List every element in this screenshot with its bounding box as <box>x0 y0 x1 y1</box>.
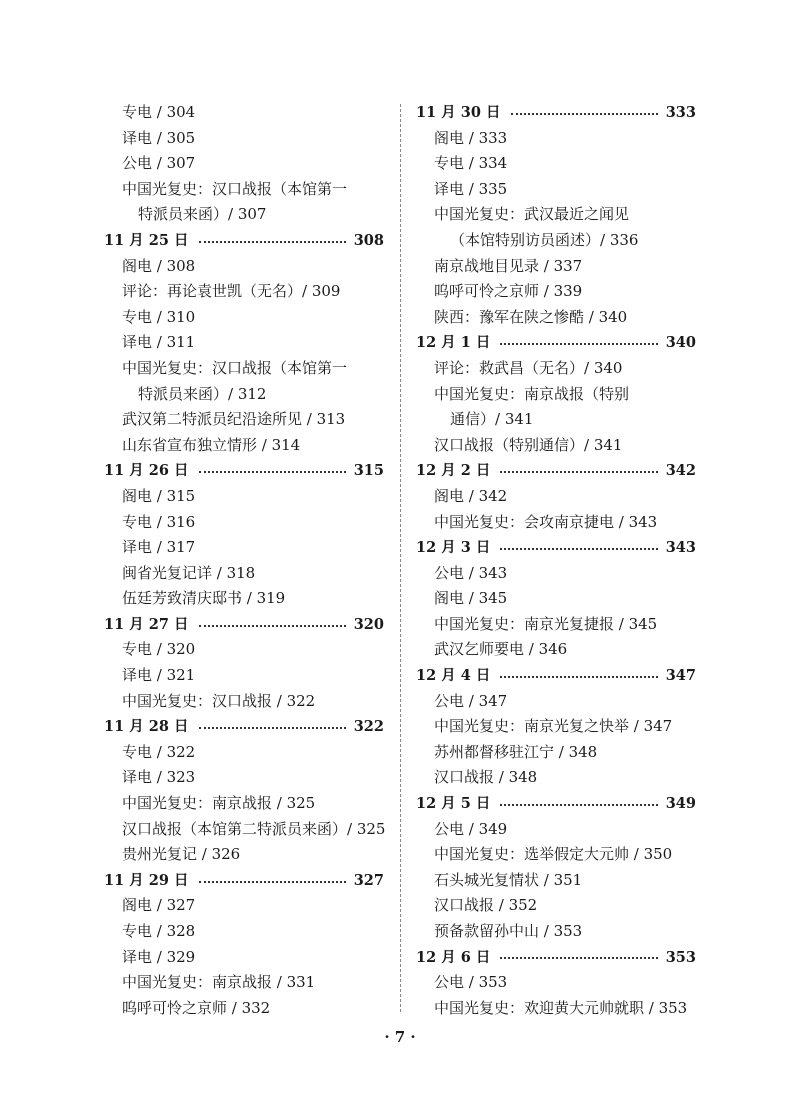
dot-leader <box>500 343 657 345</box>
toc-entry-continuation: 特派员来函）/ 312 <box>138 384 267 403</box>
heading-page-number: 322 <box>353 718 384 736</box>
dot-leader <box>500 804 657 806</box>
toc-entry: 公电 / 347 <box>434 691 508 710</box>
toc-entry: 闽省光复记详 / 318 <box>122 563 256 582</box>
toc-entry: 汉口战报（本馆第二特派员来函）/ 325 <box>122 819 386 838</box>
toc-entry: 阁电 / 327 <box>122 896 196 915</box>
toc-entry: 专电 / 328 <box>122 922 196 940</box>
dot-leader <box>199 241 346 243</box>
toc-entry: 武汉第二特派员纪沿途所见 / 313 <box>122 410 346 429</box>
toc-date-heading <box>416 330 696 356</box>
heading-date: 12 月 3 日 <box>416 539 491 557</box>
toc-date-heading <box>416 458 696 484</box>
toc-entry: 武汉乞师要电 / 346 <box>434 640 568 659</box>
toc-entry: 汉口战报（特别通信）/ 341 <box>434 435 623 454</box>
heading-date: 11 月 30 日 <box>416 104 501 121</box>
heading-page-number: 349 <box>665 795 696 813</box>
toc-entry: 阁电 / 315 <box>122 486 196 505</box>
toc-entry: 中国光复史：南京战报 / 325 <box>122 794 316 813</box>
toc-entry: 专电 / 322 <box>122 742 196 761</box>
heading-date: 12 月 4 日 <box>416 667 491 685</box>
toc-entry: 中国光复史：武汉最近之闻见 <box>434 205 630 224</box>
heading-date: 12 月 5 日 <box>416 795 491 813</box>
heading-date: 12 月 6 日 <box>416 948 491 966</box>
toc-entry: 中国光复史：会攻南京捷电 / 343 <box>434 512 658 531</box>
toc-entry: 译电 / 311 <box>122 333 196 352</box>
toc-entry: 译电 / 335 <box>434 179 508 198</box>
toc-entry: 阁电 / 345 <box>434 589 508 608</box>
toc-entry: 译电 / 329 <box>122 947 196 966</box>
toc-date-heading <box>104 228 384 254</box>
toc-entry: 石头城光复情状 / 351 <box>434 870 583 889</box>
toc-entry: 评论：再论袁世凯（无名）/ 309 <box>122 282 341 301</box>
dot-leader <box>199 727 346 729</box>
heading-date: 11 月 25 日 <box>104 231 189 249</box>
dot-leader <box>500 548 657 550</box>
heading-page-number: 315 <box>353 462 384 480</box>
dot-leader <box>199 625 346 627</box>
toc-entry: 专电 / 316 <box>122 512 196 531</box>
toc-entry: 公电 / 349 <box>434 819 508 838</box>
toc-date-heading <box>104 458 384 484</box>
heading-date: 12 月 2 日 <box>416 462 491 480</box>
column-divider <box>400 104 401 1012</box>
heading-date: 11 月 29 日 <box>104 871 189 889</box>
toc-right-column <box>416 100 696 1021</box>
toc-entry: 中国光复史：欢迎黄大元帅就职 / 353 <box>434 998 688 1017</box>
toc-entry: 中国光复史：南京光复捷报 / 345 <box>434 614 658 633</box>
heading-page-number: 327 <box>353 871 384 889</box>
toc-date-heading <box>104 612 384 638</box>
toc-entry: 中国光复史：南京光复之快举 / 347 <box>434 717 673 736</box>
heading-page-number: 347 <box>665 667 696 685</box>
toc-entry: 阁电 / 342 <box>434 486 508 505</box>
toc-entry: 公电 / 353 <box>434 973 508 992</box>
toc-entry: 中国光复史：选举假定大元帅 / 350 <box>434 845 673 864</box>
toc-entry: 陕西：豫军在陕之惨酷 / 340 <box>434 307 628 326</box>
heading-date: 12 月 1 日 <box>416 334 491 352</box>
toc-entry: 汉口战报 / 352 <box>434 896 538 915</box>
toc-entry: 专电 / 334 <box>434 154 508 173</box>
toc-entry: 译电 / 305 <box>122 128 196 147</box>
heading-page-number: 343 <box>665 539 696 557</box>
page-number: · 7 · <box>384 1028 416 1046</box>
toc-entry: 苏州都督移驻江宁 / 348 <box>434 742 598 761</box>
toc-entry: 中国光复史：南京战报 / 331 <box>122 973 316 992</box>
toc-entry: 阁电 / 308 <box>122 256 196 275</box>
toc-entry: 译电 / 317 <box>122 538 196 557</box>
toc-entry: 预备款留孙中山 / 353 <box>434 922 583 940</box>
toc-entry: 伍廷芳致清庆邸书 / 319 <box>122 589 286 608</box>
toc-date-heading <box>416 945 696 971</box>
toc-entry-continuation: 通信）/ 341 <box>450 410 534 429</box>
dot-leader <box>500 471 657 473</box>
toc-date-heading <box>104 868 384 894</box>
toc-entry: 阁电 / 333 <box>434 128 508 147</box>
toc-entry: 公电 / 343 <box>434 563 508 582</box>
toc-date-heading <box>416 663 696 689</box>
heading-page-number: 320 <box>353 615 384 633</box>
dot-leader <box>500 676 657 678</box>
toc-entry: 中国光复史：汉口战报 / 322 <box>122 691 316 710</box>
heading-date: 11 月 27 日 <box>104 615 189 633</box>
heading-page-number: 308 <box>353 231 384 249</box>
heading-date: 11 月 28 日 <box>104 718 189 736</box>
toc-entry: 南京战地目见录 / 337 <box>434 256 583 275</box>
toc-date-heading <box>104 714 384 740</box>
toc-entry: 中国光复史：汉口战报（本馆第一 <box>122 358 348 377</box>
toc-entry: 公电 / 307 <box>122 154 196 173</box>
dot-leader <box>199 471 346 473</box>
dot-leader <box>199 881 346 883</box>
toc-entry: 山东省宣布独立情形 / 314 <box>122 435 301 454</box>
toc-entry-continuation: 特派员来函）/ 307 <box>138 205 267 224</box>
heading-page-number: 333 <box>665 104 696 121</box>
toc-entry: 呜呼可怜之京师 / 332 <box>122 998 271 1017</box>
toc-left-column <box>104 100 384 1021</box>
toc-date-heading <box>416 535 696 561</box>
heading-date: 11 月 26 日 <box>104 462 189 480</box>
heading-page-number: 353 <box>665 948 696 966</box>
toc-date-heading <box>416 100 696 126</box>
toc-entry: 专电 / 310 <box>122 307 196 326</box>
toc-entry: 专电 / 320 <box>122 640 196 659</box>
dot-leader <box>511 113 658 115</box>
toc-entry: 呜呼可怜之京师 / 339 <box>434 282 583 301</box>
toc-entry-continuation: （本馆特别访员函述）/ 336 <box>450 230 639 249</box>
toc-entry: 译电 / 323 <box>122 768 196 787</box>
toc-entry: 中国光复史：南京战报（特别 <box>434 384 630 403</box>
heading-page-number: 340 <box>665 334 696 352</box>
dot-leader <box>500 957 657 959</box>
toc-date-heading <box>416 791 696 817</box>
heading-page-number: 342 <box>665 462 696 480</box>
toc-entry: 中国光复史：汉口战报（本馆第一 <box>122 179 348 198</box>
toc-entry: 专电 / 304 <box>122 103 196 121</box>
toc-entry: 汉口战报 / 348 <box>434 768 538 787</box>
toc-entry: 贵州光复记 / 326 <box>122 845 241 864</box>
toc-entry: 评论：救武昌（无名）/ 340 <box>434 358 623 377</box>
toc-entry: 译电 / 321 <box>122 666 196 685</box>
